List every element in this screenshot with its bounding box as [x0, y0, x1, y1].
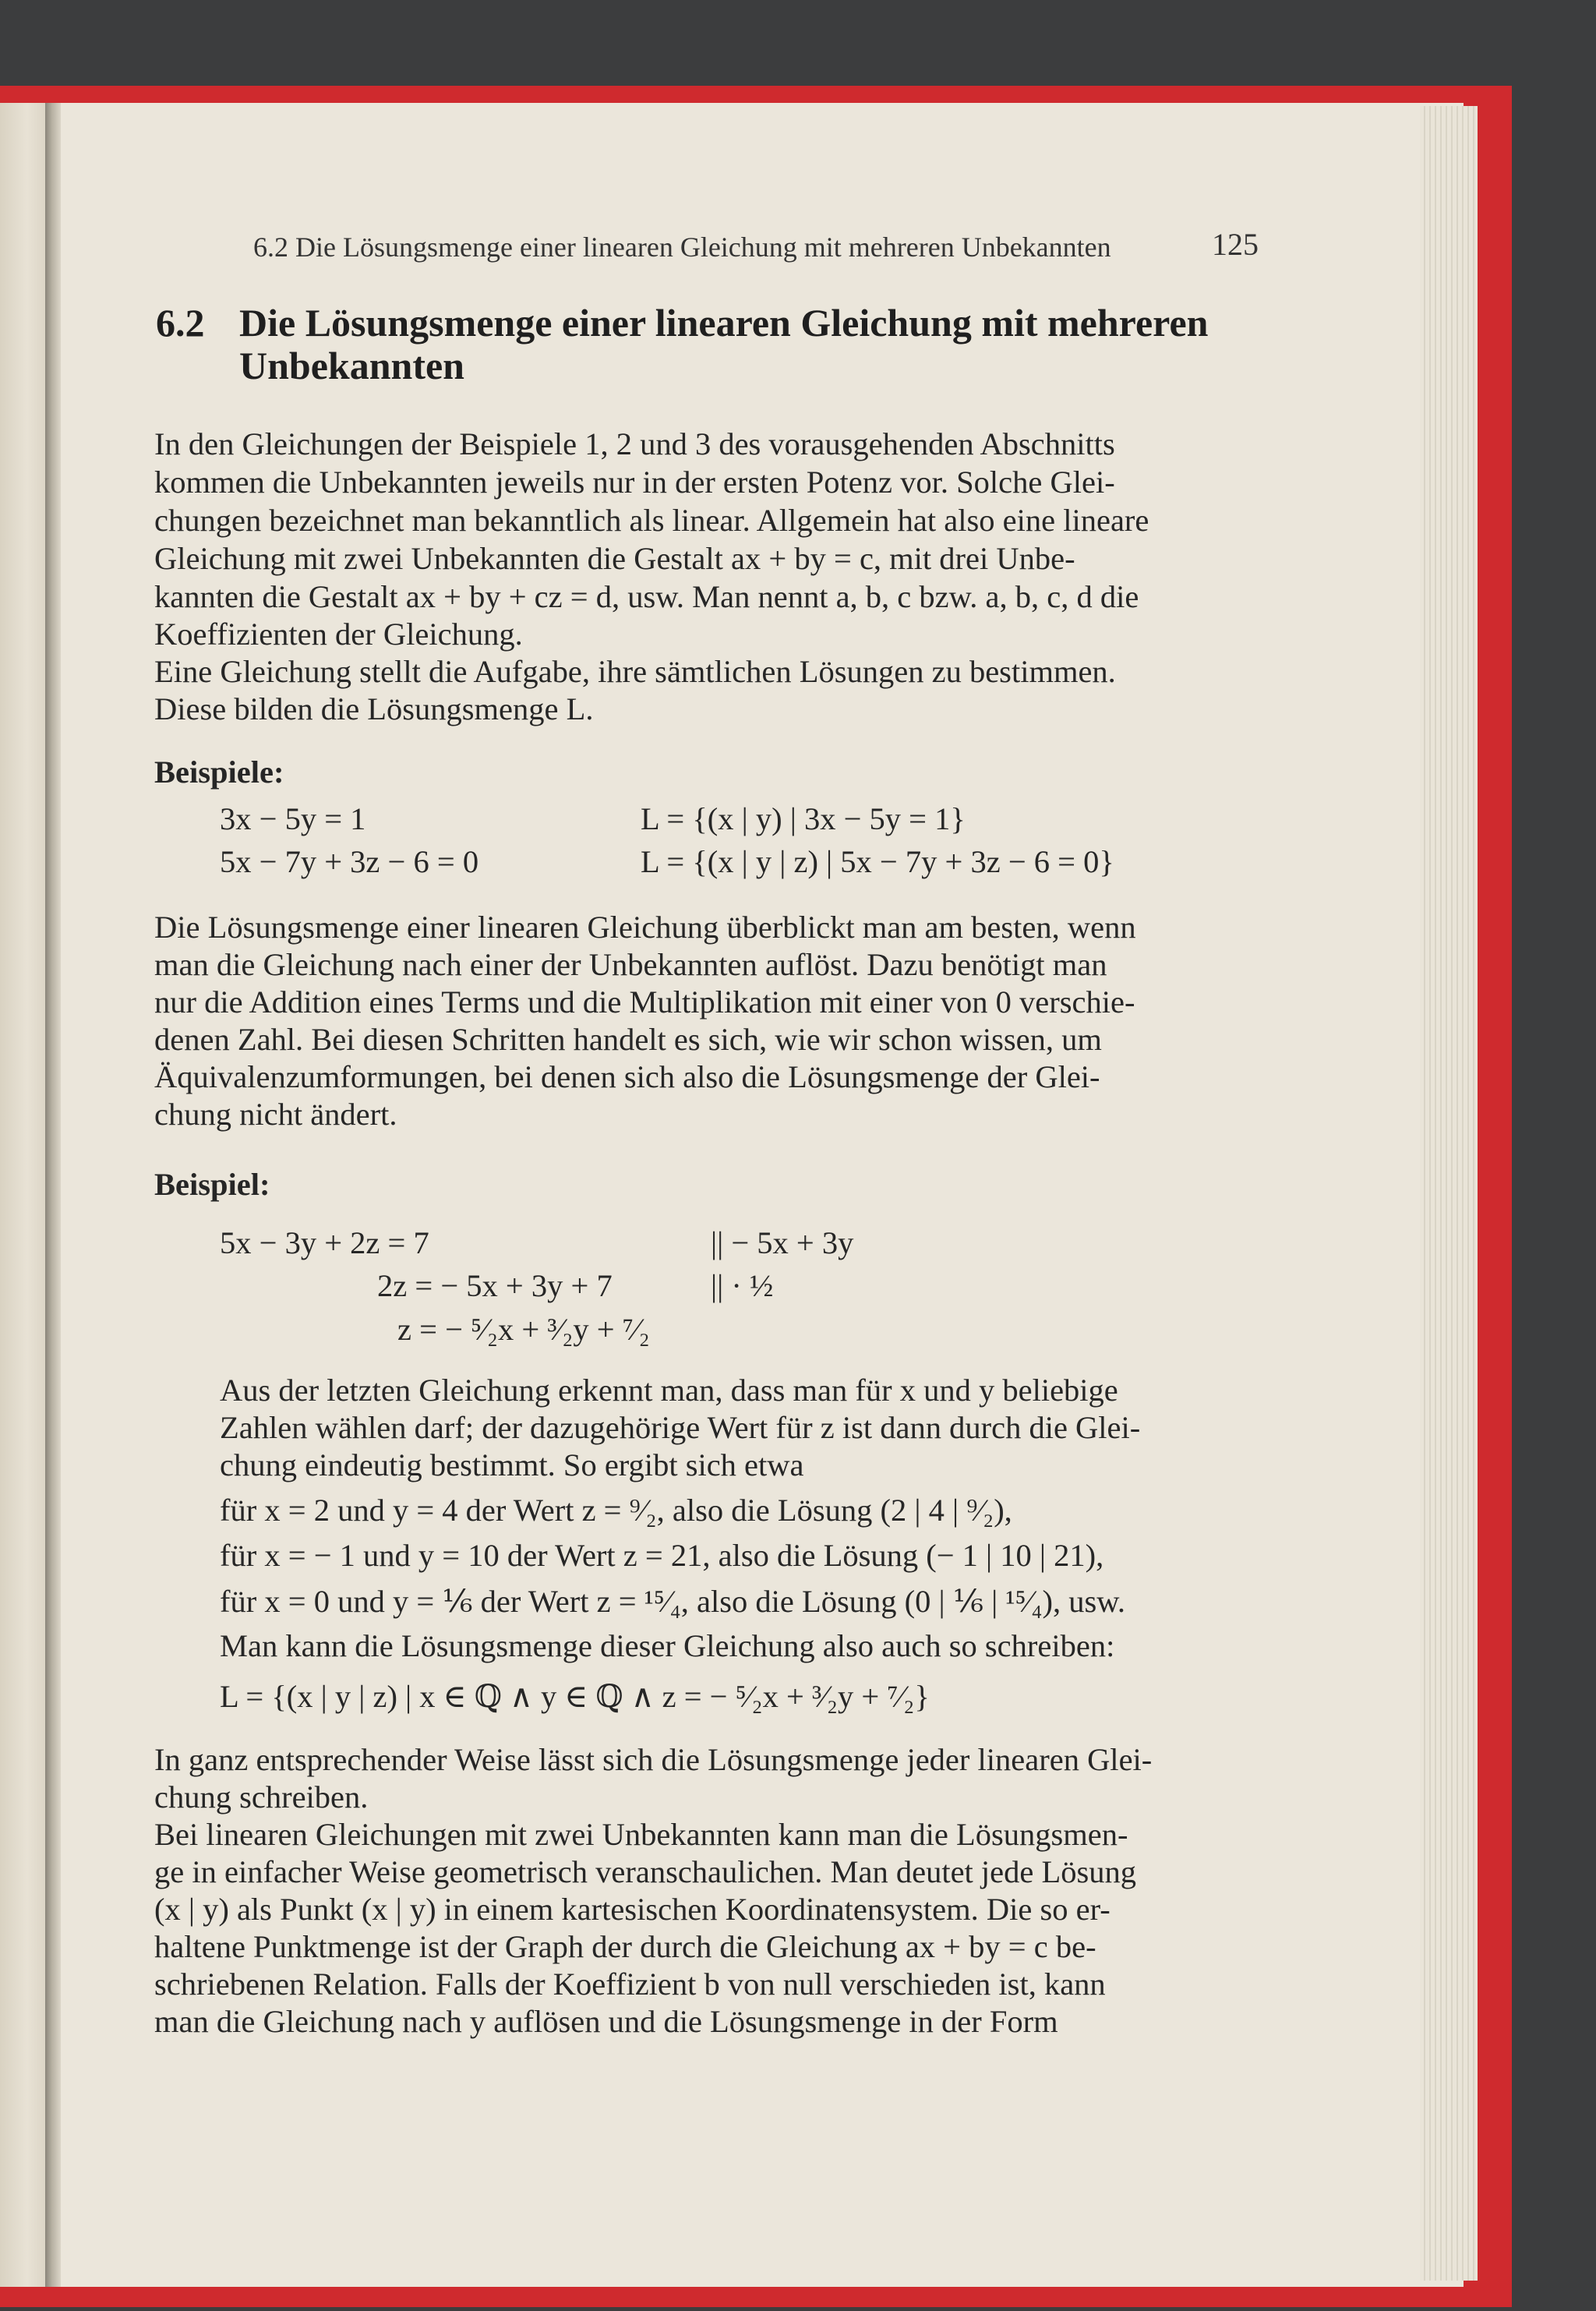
derivation-step: 2z = − 5x + 3y + 7: [377, 1268, 613, 1303]
example-label: Beispiel:: [154, 1167, 270, 1202]
paragraph-6-line: ge in einfacher Weise geometrisch veranschaulichen. Man deutet jede Lösung: [154, 1854, 1137, 1889]
paragraph-5-line: chung schreiben.: [154, 1779, 369, 1815]
paragraph-6-line: haltene Punktmenge ist der Graph der durch die Gleichung ax + by = c be-: [154, 1929, 1096, 1964]
derivation-operation: || − 5x + 3y: [711, 1225, 854, 1260]
derivation-operation: || · ½: [711, 1268, 774, 1303]
paragraph-1-line: Koeffizienten der Gleichung.: [154, 617, 523, 652]
paragraph-6-line: man die Gleichung nach y auflösen und die Lösungsmenge in der Form: [154, 2004, 1058, 2039]
paragraph-4-line: Aus der letzten Gleichung erkennt man, dass man für x und y beliebige: [220, 1373, 1118, 1408]
solution-set-formula: L = {(x | y | z) | x ∈ ℚ ∧ y ∈ ℚ ∧ z = − ⁵⁄₂x + ³⁄₂y + ⁷⁄₂}: [220, 1679, 930, 1714]
examples-label: Beispiele:: [154, 754, 284, 790]
paragraph-3-line: man die Gleichung nach einer der Unbekannten auflöst. Dazu benötigt man: [154, 947, 1107, 982]
paragraph-4-line: Man kann die Lösungsmenge dieser Gleichung also auch so schreiben:: [220, 1628, 1115, 1663]
section-title-line-1: Die Lösungsmenge einer linearen Gleichung mit mehreren: [239, 301, 1209, 345]
paragraph-3-line: denen Zahl. Bei diesen Schritten handelt es sich, wie wir schon wissen, um: [154, 1022, 1102, 1057]
example-solution-set: L = {(x | y) | 3x − 5y = 1}: [641, 801, 966, 836]
paragraph-1-line: kannten die Gestalt ax + by + cz = d, usw. Man nennt a, b, c bzw. a, b, c, d die: [154, 579, 1139, 614]
page-stack-edge: [1420, 106, 1478, 2281]
paragraph-3-line: nur die Addition eines Terms und die Multiplikation mit einer von 0 verschie-: [154, 984, 1135, 1019]
paragraph-2-line: Eine Gleichung stellt die Aufgabe, ihre sämtlichen Lösungen zu bestimmen.: [154, 654, 1116, 689]
page-number: 125: [1212, 227, 1259, 262]
running-head: 6.2 Die Lösungsmenge einer linearen Gleichung mit mehreren Unbekannten: [253, 231, 1111, 263]
paragraph-1-line: In den Gleichungen der Beispiele 1, 2 und 3 des vorausgehenden Abschnitts: [154, 426, 1115, 461]
section-number: 6.2: [156, 301, 205, 345]
book-gutter: [45, 103, 62, 2287]
paragraph-4-line: für x = 0 und y = ⅙ der Wert z = ¹⁵⁄₄, also die Lösung (0 | ⅙ | ¹⁵⁄₄), usw.: [220, 1584, 1125, 1619]
example-equation: 3x − 5y = 1: [220, 801, 366, 836]
paragraph-4-line: für x = 2 und y = 4 der Wert z = ⁹⁄₂, also die Lösung (2 | 4 | ⁹⁄₂),: [220, 1493, 1012, 1528]
derivation-step: 5x − 3y + 2z = 7: [220, 1225, 429, 1260]
paragraph-4-line: für x = − 1 und y = 10 der Wert z = 21, also die Lösung (− 1 | 10 | 21),: [220, 1538, 1104, 1573]
paragraph-1-line: kommen die Unbekannten jeweils nur in der ersten Potenz vor. Solche Glei-: [154, 465, 1115, 500]
paragraph-3-line: Die Lösungsmenge einer linearen Gleichung überblickt man am besten, wenn: [154, 910, 1136, 945]
derivation-step: z = − ⁵⁄₂x + ³⁄₂y + ⁷⁄₂: [397, 1312, 650, 1347]
paragraph-4-line: chung eindeutig bestimmt. So ergibt sich etwa: [220, 1447, 804, 1482]
paragraph-6-line: (x | y) als Punkt (x | y) in einem kartesischen Koordinatensystem. Die so er-: [154, 1892, 1110, 1927]
paragraph-1-line: chungen bezeichnet man bekanntlich als linear. Allgemein hat also eine lineare: [154, 503, 1149, 538]
paragraph-4-line: Zahlen wählen darf; der dazugehörige Wert für z ist dann durch die Glei-: [220, 1410, 1141, 1445]
paragraph-3-line: Äquivalenzumformungen, bei denen sich also die Lösungsmenge der Glei-: [154, 1059, 1100, 1094]
example-equation: 5x − 7y + 3z − 6 = 0: [220, 844, 479, 879]
paragraph-5-line: In ganz entsprechender Weise lässt sich die Lösungsmenge jeder linearen Glei-: [154, 1742, 1153, 1777]
paragraph-6-line: Bei linearen Gleichungen mit zwei Unbekannten kann man die Lösungsmen-: [154, 1817, 1128, 1852]
paragraph-2-line: Diese bilden die Lösungsmenge L.: [154, 691, 594, 726]
paragraph-1-line: Gleichung mit zwei Unbekannten die Gestalt ax + by = c, mit drei Unbe-: [154, 541, 1075, 576]
example-solution-set: L = {(x | y | z) | 5x − 7y + 3z − 6 = 0}: [641, 844, 1114, 879]
paragraph-3-line: chung nicht ändert.: [154, 1097, 397, 1132]
section-title-line-2: Unbekannten: [239, 344, 464, 387]
left-page-edge: [0, 103, 45, 2287]
paragraph-6-line: schriebenen Relation. Falls der Koeffizient b von null verschieden ist, kann: [154, 1966, 1106, 2002]
